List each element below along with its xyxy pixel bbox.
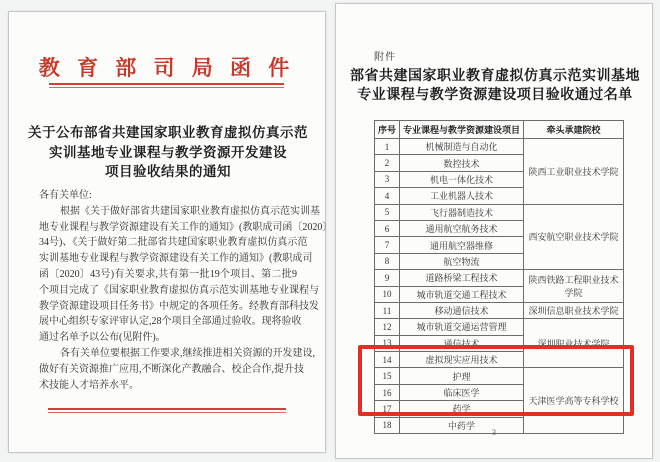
notice-letter-page bbox=[8, 11, 333, 453]
letter-body-line: 实训基地专业课程与教学资源建设有关工作的通知》(教职成司 bbox=[39, 253, 313, 265]
table-row bbox=[375, 368, 624, 384]
cell-project: 通用航空器维修 bbox=[400, 237, 524, 253]
cell-project: 移动通信技术 bbox=[400, 302, 524, 318]
cell-project: 通用航空航务技术 bbox=[400, 220, 524, 236]
table-header-row bbox=[375, 121, 624, 139]
table-row bbox=[375, 302, 624, 318]
cell-project: 城市轨道交通运营管理 bbox=[400, 319, 524, 335]
cell-no: 6 bbox=[375, 220, 400, 236]
letter-body-line: 地专业课程与教学资源建设有关工作的通知》(教职成司函〔2020〕 bbox=[39, 221, 333, 233]
projects-table bbox=[374, 120, 624, 434]
cell-school: 天津医学高等专科学校 bbox=[524, 368, 624, 434]
page-number: 3 bbox=[492, 428, 496, 437]
cell-no: 16 bbox=[375, 384, 400, 400]
cell-no: 2 bbox=[375, 155, 400, 171]
cell-project: 临床医学 bbox=[400, 384, 524, 400]
letter-body-line: 术技能人才培养水平。 bbox=[39, 379, 139, 391]
cell-project: 中药学 bbox=[400, 417, 524, 433]
cell-project: 虚拟现实应用技术 bbox=[400, 352, 524, 368]
cell-school: 深圳职业技术学院 bbox=[524, 319, 624, 368]
header-project: 专业课程与教学资源建设项目 bbox=[400, 121, 524, 139]
salutation: 各有关单位: bbox=[39, 190, 92, 201]
cell-project: 道路桥梁工程技术 bbox=[400, 270, 524, 286]
cell-project: 工业机器人技术 bbox=[400, 188, 524, 204]
table-row bbox=[375, 139, 624, 155]
letter-body-line: 根据《关于做好部省共建国家职业教育虚拟仿真示范实训基 bbox=[60, 205, 320, 217]
cell-project: 通信技术 bbox=[400, 335, 524, 351]
cell-no: 14 bbox=[375, 352, 400, 368]
letter-body-line: 函〔2020〕43号)有关要求,共有第一批19个项目、第二批9 bbox=[39, 268, 297, 280]
cell-school: 陕西铁路工程职业技术学院 bbox=[524, 270, 624, 303]
cell-no: 9 bbox=[375, 270, 400, 286]
cell-no: 17 bbox=[375, 401, 400, 417]
letter-body-line: 各有关单位要根据工作要求,继续推进相关资源的开发建设, bbox=[60, 347, 315, 359]
cell-project: 城市轨道交通工程技术 bbox=[400, 286, 524, 302]
attachment-page bbox=[335, 3, 653, 459]
letter-body-line: 教学资源建设项目任务书》中规定的各项任务。经教育部科技发 bbox=[39, 300, 319, 312]
cell-no: 12 bbox=[375, 319, 400, 335]
cell-no: 10 bbox=[375, 286, 400, 302]
cell-no: 15 bbox=[375, 368, 400, 384]
letterhead-title: 教 育 部 司 局 函 件 bbox=[38, 56, 296, 80]
cell-project: 药学 bbox=[400, 401, 524, 417]
cell-no: 1 bbox=[375, 139, 400, 155]
attachment-title-line-2: 专业课程与教学资源建设项目验收通过名单 bbox=[357, 87, 633, 103]
cell-no: 13 bbox=[375, 335, 400, 351]
cell-school: 西安航空职业技术学院 bbox=[524, 204, 624, 270]
table-row bbox=[375, 270, 624, 286]
projects-table-body bbox=[375, 139, 624, 434]
cell-project: 机械制造与自动化 bbox=[400, 139, 524, 155]
attachment-title-line-1: 部省共建国家职业教育虚拟仿真示范实训基地 bbox=[350, 69, 640, 84]
cell-no: 7 bbox=[375, 237, 400, 253]
closing-rule bbox=[48, 408, 286, 413]
header-school: 牵头承建院校 bbox=[524, 121, 624, 139]
header-no: 序号 bbox=[375, 121, 400, 139]
cell-project: 护理 bbox=[400, 368, 524, 384]
letter-body-line: 通过名单予以公布(见附件)。 bbox=[39, 332, 166, 344]
cell-school: 陕西工业职业技术学院 bbox=[524, 139, 624, 205]
cell-no: 8 bbox=[375, 253, 400, 269]
attachment-title bbox=[345, 68, 645, 105]
letter-body-line: 个项目完成了《国家职业教育虚拟仿真示范实训基地专业课程与 bbox=[39, 284, 319, 296]
letter-title-line-2: 实训基地专业课程与教学资源开发建设 bbox=[49, 144, 287, 160]
cell-no: 18 bbox=[375, 417, 400, 433]
letter-body-line: 做好有关资源推广应用,不断深化产教融合、校企合作,提升技 bbox=[39, 363, 304, 375]
letter-title-line-1: 关于公布部省共建国家职业教育虚拟仿真示范 bbox=[28, 125, 308, 140]
letter-body bbox=[39, 188, 333, 393]
letter-title bbox=[19, 123, 317, 182]
cell-project: 飞行器制造技术 bbox=[400, 204, 524, 220]
cell-no: 5 bbox=[375, 204, 400, 220]
cell-no: 11 bbox=[375, 302, 400, 318]
cell-school: 深圳信息职业技术学院 bbox=[524, 302, 624, 318]
letter-body-line: 34号)、《关于做好第二批部省共建国家职业教育虚拟仿真示范 bbox=[39, 237, 308, 249]
cell-no: 4 bbox=[375, 188, 400, 204]
letter-body-line: 展中心组织专家评审认定,28个项目全部通过验收。现将验收 bbox=[39, 316, 302, 328]
letter-title-line-3: 项目验收结果的通知 bbox=[105, 164, 231, 179]
table-row bbox=[375, 204, 624, 220]
cell-project: 数控技术 bbox=[400, 155, 524, 171]
cell-no: 3 bbox=[375, 171, 400, 187]
letterhead-rule bbox=[49, 83, 284, 88]
cell-project: 机电一体化技术 bbox=[400, 171, 524, 187]
attachment-label: 附件 bbox=[374, 52, 396, 63]
table-row bbox=[375, 319, 624, 335]
cell-project: 航空物流 bbox=[400, 253, 524, 269]
